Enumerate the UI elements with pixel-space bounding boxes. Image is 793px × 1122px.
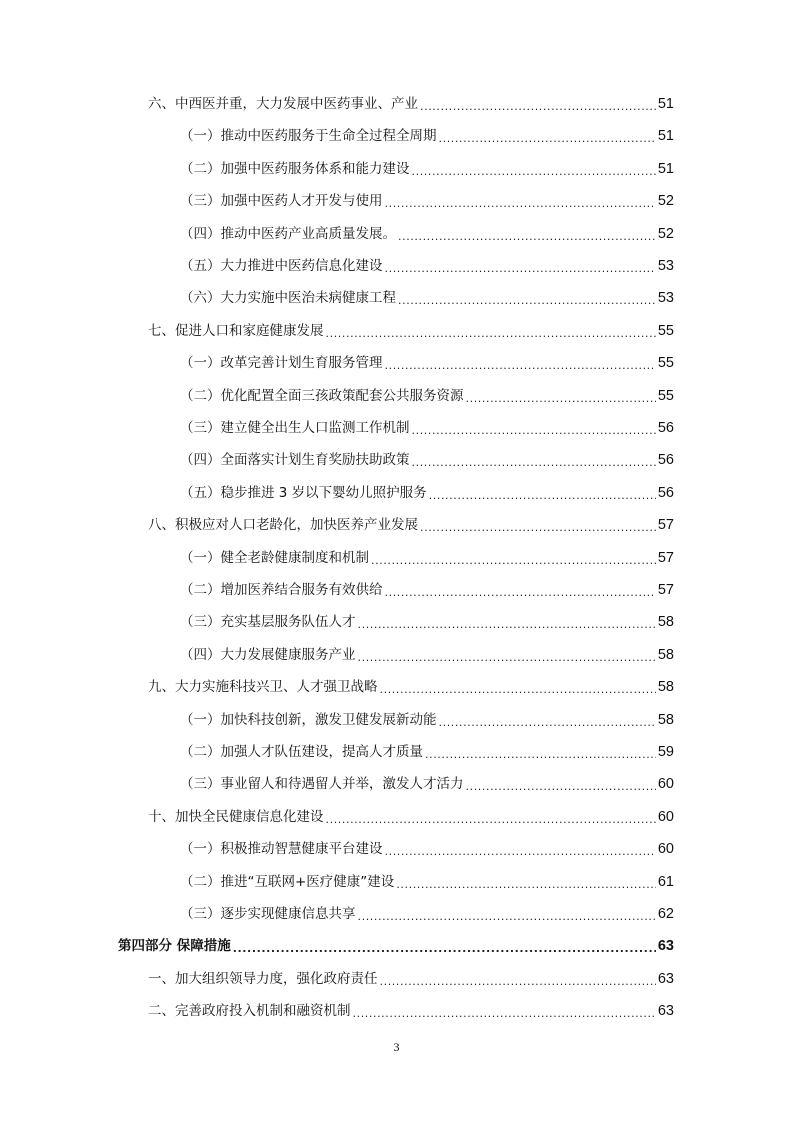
toc-entry[interactable] — [180, 125, 674, 147]
toc-entry-label: （二）增加医养结合服务有效供给 — [180, 582, 383, 598]
toc-entry[interactable] — [180, 158, 674, 180]
toc-entry-page: 55 — [657, 388, 674, 404]
toc-entry[interactable] — [148, 1000, 674, 1022]
dot-leader — [412, 417, 656, 439]
toc-entry-label: （五）稳步推进 3 岁以下婴幼儿照护服务 — [180, 485, 427, 501]
toc-entry[interactable] — [180, 287, 674, 309]
toc-entry-label: （一）推动中医药服务于生命全过程全周期 — [180, 128, 437, 144]
dot-leader — [385, 255, 656, 277]
toc-entry[interactable] — [180, 838, 674, 860]
toc-entry-label: 十、加快全民健康信息化建设 — [148, 809, 324, 825]
dot-leader — [420, 93, 656, 115]
toc-entry-label: （一）健全老龄健康制度和机制 — [180, 550, 369, 566]
dot-leader — [429, 482, 656, 504]
dot-leader — [398, 287, 656, 309]
toc-entry-label: （一）积极推动智慧健康平台建设 — [180, 841, 383, 857]
toc-entry-label: （一）加快科技创新，激发卫健发展新动能 — [180, 712, 437, 728]
toc-entry-page: 60 — [657, 841, 674, 857]
toc-entry[interactable] — [148, 676, 674, 698]
toc-entry[interactable] — [180, 449, 674, 471]
dot-leader — [466, 385, 656, 407]
toc-entry-page: 60 — [657, 776, 674, 792]
dot-leader — [353, 1000, 656, 1022]
toc-entry-label: （一）改革完善计划生育服务管理 — [180, 355, 383, 371]
toc-entry-page: 56 — [657, 420, 674, 436]
dot-leader — [412, 158, 656, 180]
dot-leader — [466, 773, 656, 795]
toc-entry-label: （三）事业留人和待遇留人并举，激发人才活力 — [180, 776, 464, 792]
toc-entry-page: 58 — [657, 614, 674, 630]
toc-entry-label: （二）加强人才队伍建设，提高人才质量 — [180, 744, 423, 760]
toc-entry-label: （三）加强中医药人才开发与使用 — [180, 193, 383, 209]
toc-entry[interactable] — [148, 514, 674, 536]
toc-entry-page: 62 — [657, 906, 674, 922]
toc-entry-page: 56 — [657, 452, 674, 468]
dot-leader — [385, 190, 656, 212]
toc-entry[interactable] — [180, 611, 674, 633]
dot-leader — [380, 676, 656, 698]
dot-leader — [420, 514, 656, 536]
toc-entry-label: 七、促进人口和家庭健康发展 — [148, 323, 324, 339]
toc-entry[interactable] — [180, 579, 674, 601]
dot-leader — [385, 579, 656, 601]
toc-entry[interactable] — [148, 320, 674, 342]
toc-entry[interactable] — [180, 644, 674, 666]
toc-entry[interactable] — [180, 741, 674, 763]
toc-entry-label: 第四部分 保障措施 — [118, 938, 231, 954]
toc-entry-label: （四）大力发展健康服务产业 — [180, 647, 356, 663]
toc-entry-page: 59 — [657, 744, 674, 760]
dot-leader — [385, 838, 656, 860]
toc-entry-label: （六）大力实施中医治未病健康工程 — [180, 290, 396, 306]
toc-entry[interactable] — [180, 223, 674, 245]
toc-entry[interactable] — [118, 935, 674, 957]
toc-entry-label: 九、大力实施科技兴卫、人才强卫战略 — [148, 679, 378, 695]
dot-leader — [385, 352, 656, 374]
toc-entry-label: （三）建立健全出生人口监测工作机制 — [180, 420, 410, 436]
toc-entry-page: 55 — [657, 355, 674, 371]
toc-entry[interactable] — [180, 903, 674, 925]
dot-leader — [412, 449, 656, 471]
toc-entry-page: 58 — [657, 712, 674, 728]
toc-entry[interactable] — [148, 968, 674, 990]
page-number: 3 — [393, 1040, 400, 1054]
toc-entry-page: 63 — [657, 971, 674, 987]
dot-leader — [233, 935, 656, 957]
dot-leader — [371, 547, 656, 569]
toc-entry-page: 61 — [657, 874, 674, 890]
toc-entry-page: 57 — [657, 582, 674, 598]
toc-entry[interactable] — [180, 255, 674, 277]
toc-entry-label: （二）推进“互联网+医疗健康”建设 — [180, 874, 395, 890]
toc-entry[interactable] — [180, 547, 674, 569]
toc-entry-label: （三）逐步实现健康信息共享 — [180, 906, 356, 922]
toc-entry-page: 58 — [657, 679, 674, 695]
dot-leader — [326, 320, 656, 342]
toc-entry[interactable] — [180, 190, 674, 212]
toc-entry[interactable] — [180, 871, 674, 893]
toc-entry-page: 55 — [657, 323, 674, 339]
dot-leader — [358, 903, 656, 925]
toc-entry-page: 63 — [657, 1003, 674, 1019]
dot-leader — [380, 968, 656, 990]
dot-leader — [326, 806, 656, 828]
toc-entry[interactable] — [180, 352, 674, 374]
toc-entry-page: 58 — [657, 647, 674, 663]
toc-entry-label: （五）大力推进中医药信息化建设 — [180, 258, 383, 274]
toc-entry-page: 51 — [657, 128, 674, 144]
toc-entry-label: （二）优化配置全面三孩政策配套公共服务资源 — [180, 388, 464, 404]
toc-entry-label: （二）加强中医药服务体系和能力建设 — [180, 161, 410, 177]
dot-leader — [398, 223, 656, 245]
toc-entry-label: 二、完善政府投入机制和融资机制 — [148, 1003, 351, 1019]
toc-entry[interactable] — [148, 806, 674, 828]
toc-entry-label: （四）全面落实计划生育奖励扶助政策 — [180, 452, 410, 468]
dot-leader — [439, 125, 656, 147]
toc-entry-page: 53 — [657, 258, 674, 274]
toc-entry-page: 57 — [657, 517, 674, 533]
toc-entry-page: 52 — [657, 193, 674, 209]
toc-entry-page: 53 — [657, 290, 674, 306]
dot-leader — [425, 741, 656, 763]
toc-entry-label: 八、积极应对人口老龄化，加快医养产业发展 — [148, 517, 418, 533]
toc-entry-page: 56 — [657, 485, 674, 501]
toc-entry[interactable] — [180, 773, 674, 795]
dot-leader — [396, 871, 656, 893]
dot-leader — [358, 611, 656, 633]
toc-entry-page: 57 — [657, 550, 674, 566]
toc-entry[interactable] — [180, 482, 674, 504]
toc-entry-label: 一、加大组织领导力度，强化政府责任 — [148, 971, 378, 987]
toc-entry[interactable] — [148, 93, 674, 115]
toc-entry[interactable] — [180, 417, 674, 439]
toc-entry-label: （四）推动中医药产业高质量发展。 — [180, 226, 396, 242]
toc-entry[interactable] — [180, 709, 674, 731]
toc-entry-label: 六、中西医并重，大力发展中医药事业、产业 — [148, 96, 418, 112]
toc-entry-page: 52 — [657, 226, 674, 242]
dot-leader — [439, 709, 656, 731]
toc-entry-label: （三）充实基层服务队伍人才 — [180, 614, 356, 630]
toc-entry-page: 63 — [657, 938, 674, 954]
toc-entry[interactable] — [180, 385, 674, 407]
toc-entry-page: 51 — [657, 161, 674, 177]
toc-entry-page: 60 — [657, 809, 674, 825]
toc-entry-page: 51 — [657, 96, 674, 112]
dot-leader — [358, 644, 656, 666]
